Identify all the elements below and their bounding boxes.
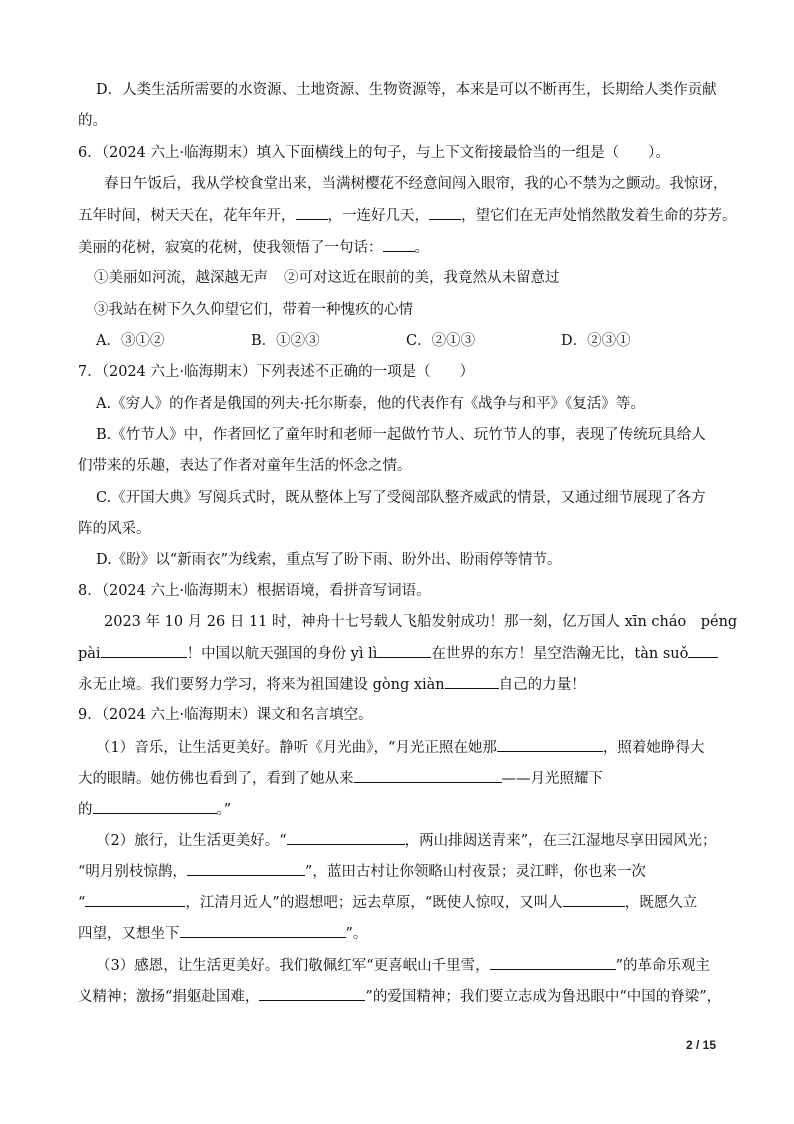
blank[interactable]: [377, 643, 431, 658]
page-number: 2 / 15: [685, 1038, 716, 1052]
q6-stem: 6．（2024 六上·临海期末）填入下面横线上的句子，与上下文衔接最恰当的一组是（ ）。: [78, 145, 670, 161]
blank[interactable]: [93, 799, 217, 814]
q7-option-c-line1[interactable]: C.《开国大典》写阅兵式时，既从整体上写了受阅部队整齐威武的情景，又通过细节展现了各方: [96, 490, 706, 506]
blank[interactable]: [287, 830, 405, 845]
blank[interactable]: [180, 923, 346, 938]
q5-option-d-line1: D．人类生活所需要的水资源、土地资源、生物资源等，本来是可以不断再生，长期给人类作贡献: [96, 82, 717, 98]
blank[interactable]: [296, 205, 328, 220]
blank[interactable]: [383, 237, 415, 252]
q9-part2-line3: “ ，江清月近人”的遐想吧；远去草原，“既使人惊叹，又叫人 ，既愿久立: [78, 892, 697, 913]
q7-option-c-line2: 阵的风采。: [78, 521, 151, 537]
blank[interactable]: [497, 737, 603, 752]
q6-option-a[interactable]: A．③①②: [96, 333, 165, 349]
q9-part2-line4: 四望，又想坐下 ”。: [78, 923, 367, 944]
q6-passage-line2: 五年时间，树天天在，花年年开， ，一连好几天， ，望它们在无声处悄然散发着生命的芬芳。: [78, 205, 737, 226]
blank[interactable]: [688, 643, 718, 658]
blank[interactable]: [490, 955, 616, 970]
blank[interactable]: [259, 986, 365, 1001]
q6-option-c[interactable]: C．②①③: [406, 333, 476, 349]
q8-line2: pài ！中国以航天强国的身份 yì lì 在世界的东方！星空浩瀚无比，tàn suǒ: [78, 643, 718, 664]
blank[interactable]: [563, 892, 625, 907]
q9-part3-line1: （3）感恩，让生活更美好。我们敬佩红军“更喜岷山千里雪， ”的革命乐观主: [96, 955, 710, 976]
q6-sentence-3: ③我站在树下久久仰望它们，带着一种愧疚的心情: [94, 302, 413, 318]
q7-option-b-line2: 们带来的乐趣，表达了作者对童年生活的怀念之情。: [78, 458, 412, 474]
blank[interactable]: [445, 674, 499, 689]
q6-option-d[interactable]: D．②③①: [561, 333, 631, 349]
blank[interactable]: [101, 643, 187, 658]
q8-stem: 8．（2024 六上·临海期末）根据语境，看拼音写词语。: [78, 583, 431, 599]
blank[interactable]: [85, 892, 185, 907]
q9-part1-line3: 的 。”: [78, 799, 231, 820]
blank[interactable]: [187, 861, 305, 876]
q7-option-d[interactable]: D.《盼》以“新雨衣”为线索，重点写了盼下雨、盼外出、盼雨停等情节。: [96, 552, 562, 568]
q9-part3-line2: 义精神；激扬“捐躯赴国难， ”的爱国精神；我们要立志成为鲁迅眼中“中国的脊梁”，: [78, 986, 721, 1007]
q6-passage-line3: 美丽的花树，寂寞的花树，使我领悟了一句话： 。: [78, 237, 429, 258]
q6-options: [96, 331, 716, 351]
q9-part2-line1: （2）旅行，让生活更美好。“ ，两山排闼送青来”，在三江湿地尽享田园风光；: [96, 830, 717, 851]
q6-option-b[interactable]: B．①②③: [251, 333, 320, 349]
blank[interactable]: [429, 205, 461, 220]
q7-option-a[interactable]: A.《穷人》的作者是俄国的列夫·托尔斯泰，他的代表作有《战争与和平》《复活》等。: [96, 396, 645, 412]
q5-option-d-line2: 的。: [78, 113, 107, 129]
q9-part2-line2: “明月别枝惊鹊， ”，蓝田古村让你领略山村夜景；灵江畔，你也来一次: [78, 861, 646, 882]
q6-sentence-1-2: ①美丽如河流，越深越无声 ②可对这近在眼前的美，我竟然从未留意过: [94, 270, 560, 286]
q8-line1: 2023 年 10 月 26 日 11 时，神舟十七号载人飞船发射成功！那一刻，亿万国人 xīn cháo péng: [104, 614, 738, 630]
q7-stem: 7．（2024 六上·临海期末）下列表述不正确的一项是（ ）: [78, 364, 475, 380]
q8-line3: 永无止境。我们要努力学习，将来为祖国建设 gòng xiàn 自己的力量！: [78, 674, 586, 695]
q9-part1-line1: （1）音乐，让生活更美好。静听《月光曲》，“月光正照在她那 ，照着她睁得大: [96, 737, 704, 758]
blank[interactable]: [354, 768, 502, 783]
q7-option-b-line1[interactable]: B.《竹节人》中，作者回忆了童年时和老师一起做竹节人、玩竹节人的事，表现了传统玩具给人: [96, 427, 706, 443]
q9-stem: 9．（2024 六上·临海期末）课文和名言填空。: [78, 707, 373, 723]
q6-passage-line1: 春日午饭后，我从学校食堂出来，当满树樱花不经意间闯入眼帘，我的心不禁为之颤动。我惊讶，: [104, 176, 728, 192]
q9-part1-line2: 大的眼睛。她仿佛也看到了，看到了她从来 ——月光照耀下: [78, 768, 603, 789]
